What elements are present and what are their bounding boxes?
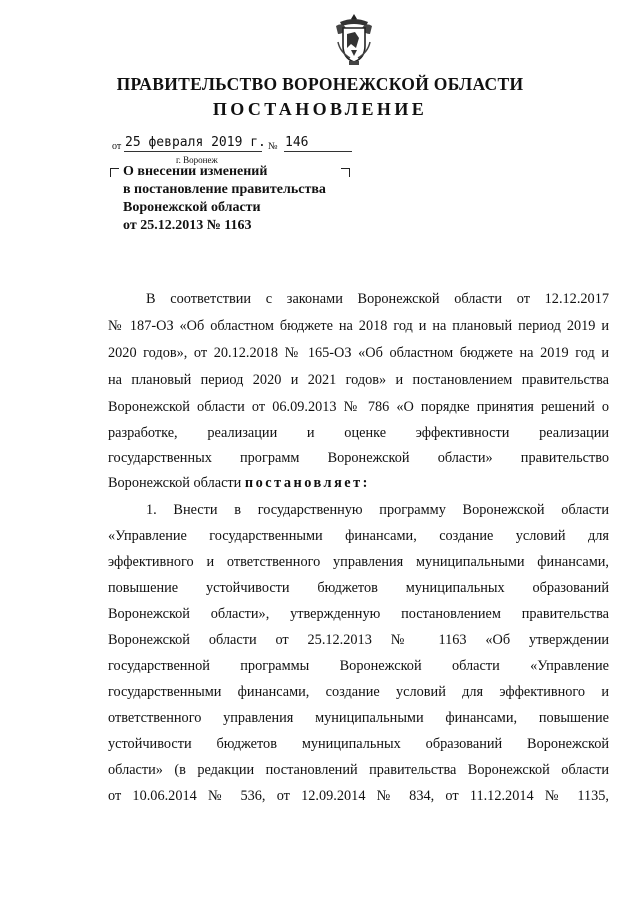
item-line: «Управление государственными финансами, создание условий для (108, 528, 609, 544)
document-type: ПОСТАНОВЛЕНИЕ (212, 99, 428, 119)
item-line: государственными финансами, создание условий для эффективного и (108, 684, 609, 700)
body-line: 2020 годов», от 20.12.2018 № 165-ОЗ «Об областном бюджете на 2019 год и (108, 345, 609, 361)
body-line: Воронежской области от 06.09.2013 № 786 «О порядке принятия решений о (108, 399, 609, 415)
body-line-resolve (108, 474, 609, 492)
subject-bracket-right (341, 168, 350, 177)
subject-bracket-left (110, 168, 119, 177)
subject-line: от 25.12.2013 № 1163 (123, 218, 252, 233)
date-prefix: от (112, 141, 122, 152)
subject-line: О внесении изменений (123, 164, 268, 179)
document-subject (123, 163, 326, 235)
body-line: разработке, реализации и оценке эффективности реализации (108, 425, 609, 441)
body-line: на плановый период 2020 и 2021 годов» и постановлением правительства (108, 372, 609, 388)
item-line: от 10.06.2014 № 536, от 12.09.2014 № 834, от 11.12.2014 № 1135, (108, 788, 609, 804)
organization-title: ПРАВИТЕЛЬСТВО ВОРОНЕЖСКОЙ ОБЛАСТИ (116, 74, 524, 94)
body-line: государственных программ Воронежской области» правительство (108, 450, 609, 466)
item-line: ответственного управления муниципальными финансами, повышение (108, 710, 609, 726)
coat-of-arms-icon (334, 12, 374, 68)
item-line: государственной программы Воронежской области «Управление (108, 658, 609, 674)
city-label: г. Воронеж (176, 155, 218, 165)
subject-line: в постановление правительства (123, 182, 326, 197)
item-line: Воронежской области от 25.12.2013 № 1163 «Об утверждении (108, 632, 609, 648)
item-line: области» (в редакции постановлений правительства Воронежской области (108, 762, 609, 778)
subject-line: Воронежской области (123, 200, 261, 215)
item-line: повышение устойчивости бюджетов муниципальных образований (108, 580, 609, 596)
item-line: Воронежской области», утвержденную постановлением правительства (108, 606, 609, 622)
date-number-line (112, 135, 372, 159)
body-line: № 187-ОЗ «Об областном бюджете на 2018 год и на плановый период 2019 и (108, 318, 609, 334)
number-sign: № (268, 141, 278, 152)
resolve-keyword: постановляет: (244, 475, 370, 491)
resolve-prefix: Воронежской области (108, 475, 242, 491)
item-line: 1. Внести в государственную программу Воронежской области (146, 502, 609, 518)
item-line: эффективного и ответственного управления муниципальными финансами, (108, 554, 609, 570)
body-line: В соответствии с законами Воронежской области от 12.12.2017 (146, 291, 609, 307)
item-line: устойчивости бюджетов муниципальных образований Воронежской (108, 736, 609, 752)
document-date: 25 февраля 2019 г. (125, 135, 266, 150)
document-number: 146 (285, 135, 309, 150)
